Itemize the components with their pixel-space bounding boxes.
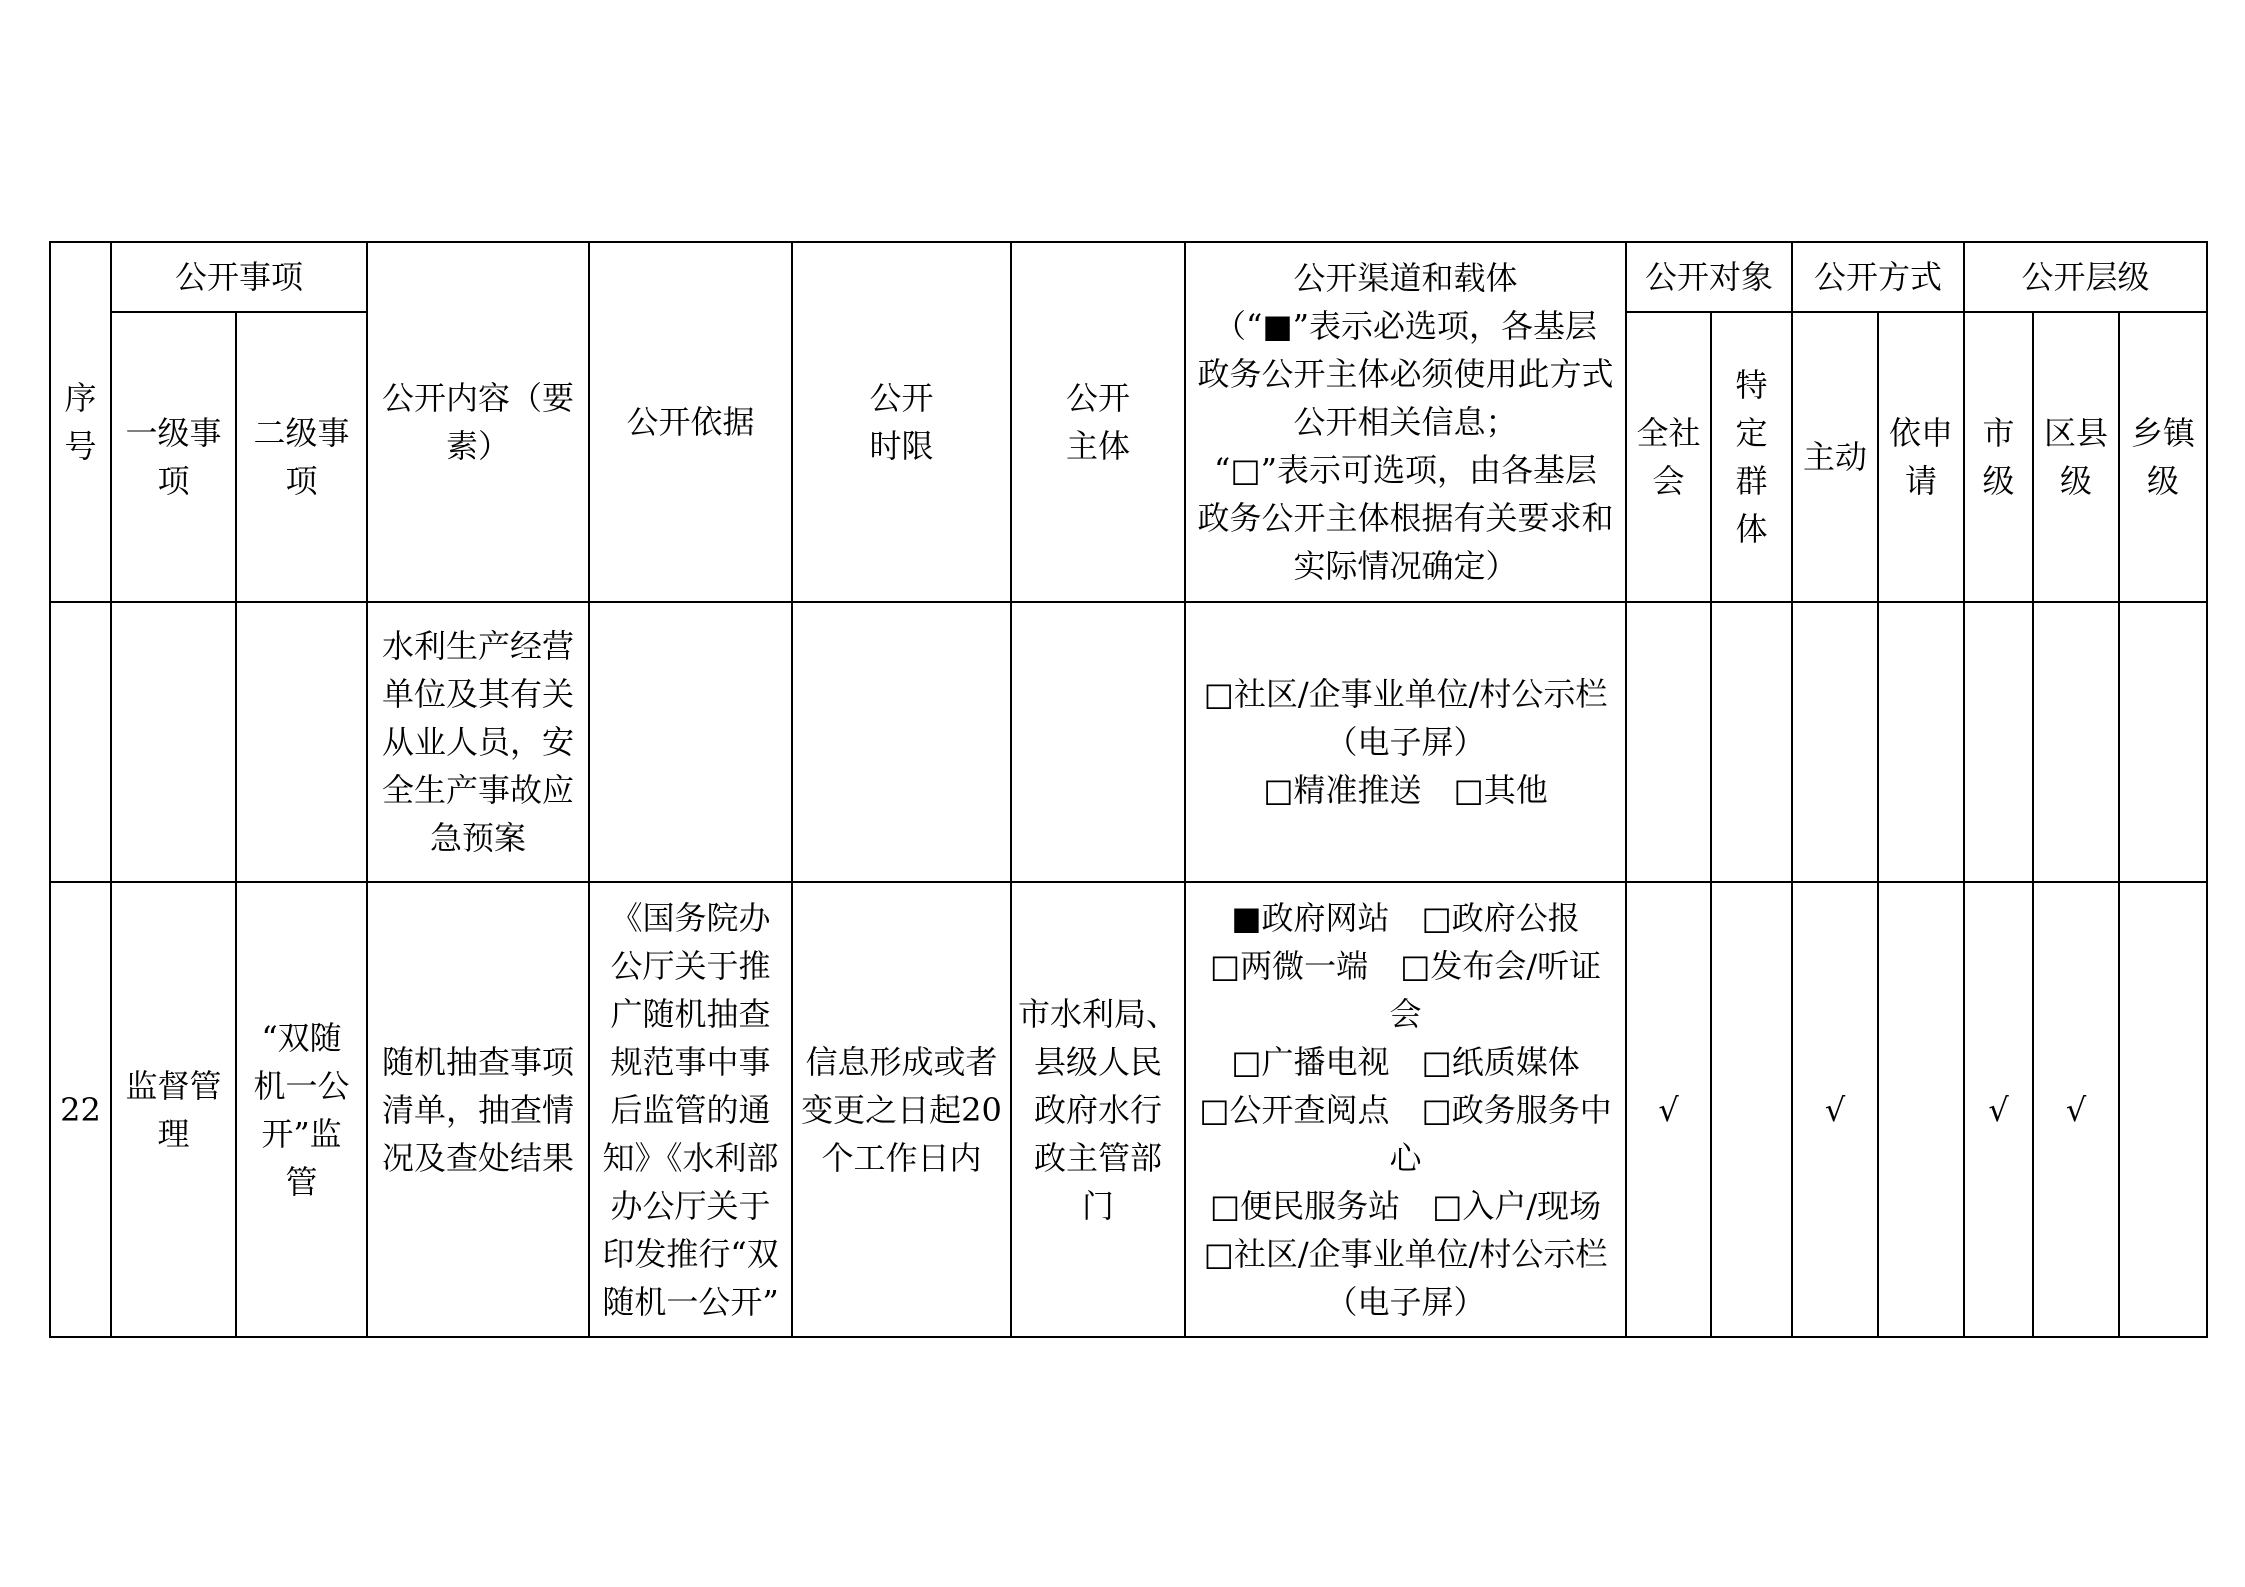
header-target-specific: 特 定 群 体: [1711, 312, 1792, 602]
table-row: [50, 882, 2207, 1337]
row-content: 随机抽查事项 清单，抽查情 况及查处结果: [367, 882, 589, 1337]
row-basis: [589, 602, 792, 882]
row-basis: 《国务院办 公厅关于推 广随机抽查 规范事中事 后监管的通 知》《水利部 办公厅关于 印发推行“双 随机一公开”: [589, 882, 792, 1337]
row-item-level1: 监督管 理: [111, 882, 236, 1337]
row-channels: ■政府网站 □政府公报 □两微一端 □发布会/听证 会 □广播电视 □纸质媒体 □公开查阅点 □政务服务中 心 □便民服务站 □入户/现场 □社区/企事业单位/村公示栏 （电子屏）: [1185, 882, 1626, 1337]
header-items-group: 公开事项: [111, 242, 367, 312]
row-item-level2: [236, 602, 367, 882]
header-method-active: 主动: [1792, 312, 1878, 602]
header-method-group: 公开方式: [1792, 242, 1964, 312]
row-target-all: √: [1626, 882, 1711, 1337]
row-target-specific: [1711, 602, 1792, 882]
disclosure-table: [49, 241, 2208, 1338]
header-channels: 公开渠道和载体 （“■”表示必选项，各基层 政务公开主体必须使用此方式 公开相关信息； “□”表示可选项，由各基层 政务公开主体根据有关要求和 实际情况确定）: [1185, 242, 1626, 602]
row-item-level1: [111, 602, 236, 882]
row-method-active: [1792, 602, 1878, 882]
row-level-town: [2119, 602, 2207, 882]
row-level-city: [1964, 602, 2033, 882]
row-time-limit: [792, 602, 1011, 882]
row-content: 水利生产经营 单位及其有关 从业人员，安 全生产事故应 急预案: [367, 602, 589, 882]
row-level-town: [2119, 882, 2207, 1337]
row-method-active: √: [1792, 882, 1878, 1337]
header-target-all: 全社 会: [1626, 312, 1711, 602]
header-level-county: 区县 级: [2033, 312, 2119, 602]
row-target-all: [1626, 602, 1711, 882]
row-index: [50, 602, 111, 882]
header-time-limit: 公开 时限: [792, 242, 1011, 602]
row-target-specific: [1711, 882, 1792, 1337]
row-item-level2: “双随 机一公 开”监 管: [236, 882, 367, 1337]
header-content: 公开内容（要 素）: [367, 242, 589, 602]
header-row: [50, 242, 2207, 312]
header-method-request: 依申 请: [1878, 312, 1964, 602]
header-level-city: 市 级: [1964, 312, 2033, 602]
row-level-city: √: [1964, 882, 2033, 1337]
row-time-limit: 信息形成或者 变更之日起20 个工作日内: [792, 882, 1011, 1337]
table-row: [50, 602, 2207, 882]
row-level-county: √: [2033, 882, 2119, 1337]
row-method-request: [1878, 602, 1964, 882]
header-subject: 公开 主体: [1011, 242, 1185, 602]
header-target-group: 公开对象: [1626, 242, 1792, 312]
header-level-group: 公开层级: [1964, 242, 2207, 312]
header-level-town: 乡镇 级: [2119, 312, 2207, 602]
row-subject: [1011, 602, 1185, 882]
header-index: 序 号: [50, 242, 111, 602]
row-level-county: [2033, 602, 2119, 882]
row-method-request: [1878, 882, 1964, 1337]
row-index: 22: [50, 882, 111, 1337]
header-item-level2: 二级事 项: [236, 312, 367, 602]
header-basis: 公开依据: [589, 242, 792, 602]
row-channels: □社区/企事业单位/村公示栏 （电子屏） □精准推送 □其他: [1185, 602, 1626, 882]
row-subject: 市水利局、 县级人民 政府水行 政主管部 门: [1011, 882, 1185, 1337]
header-item-level1: 一级事 项: [111, 312, 236, 602]
